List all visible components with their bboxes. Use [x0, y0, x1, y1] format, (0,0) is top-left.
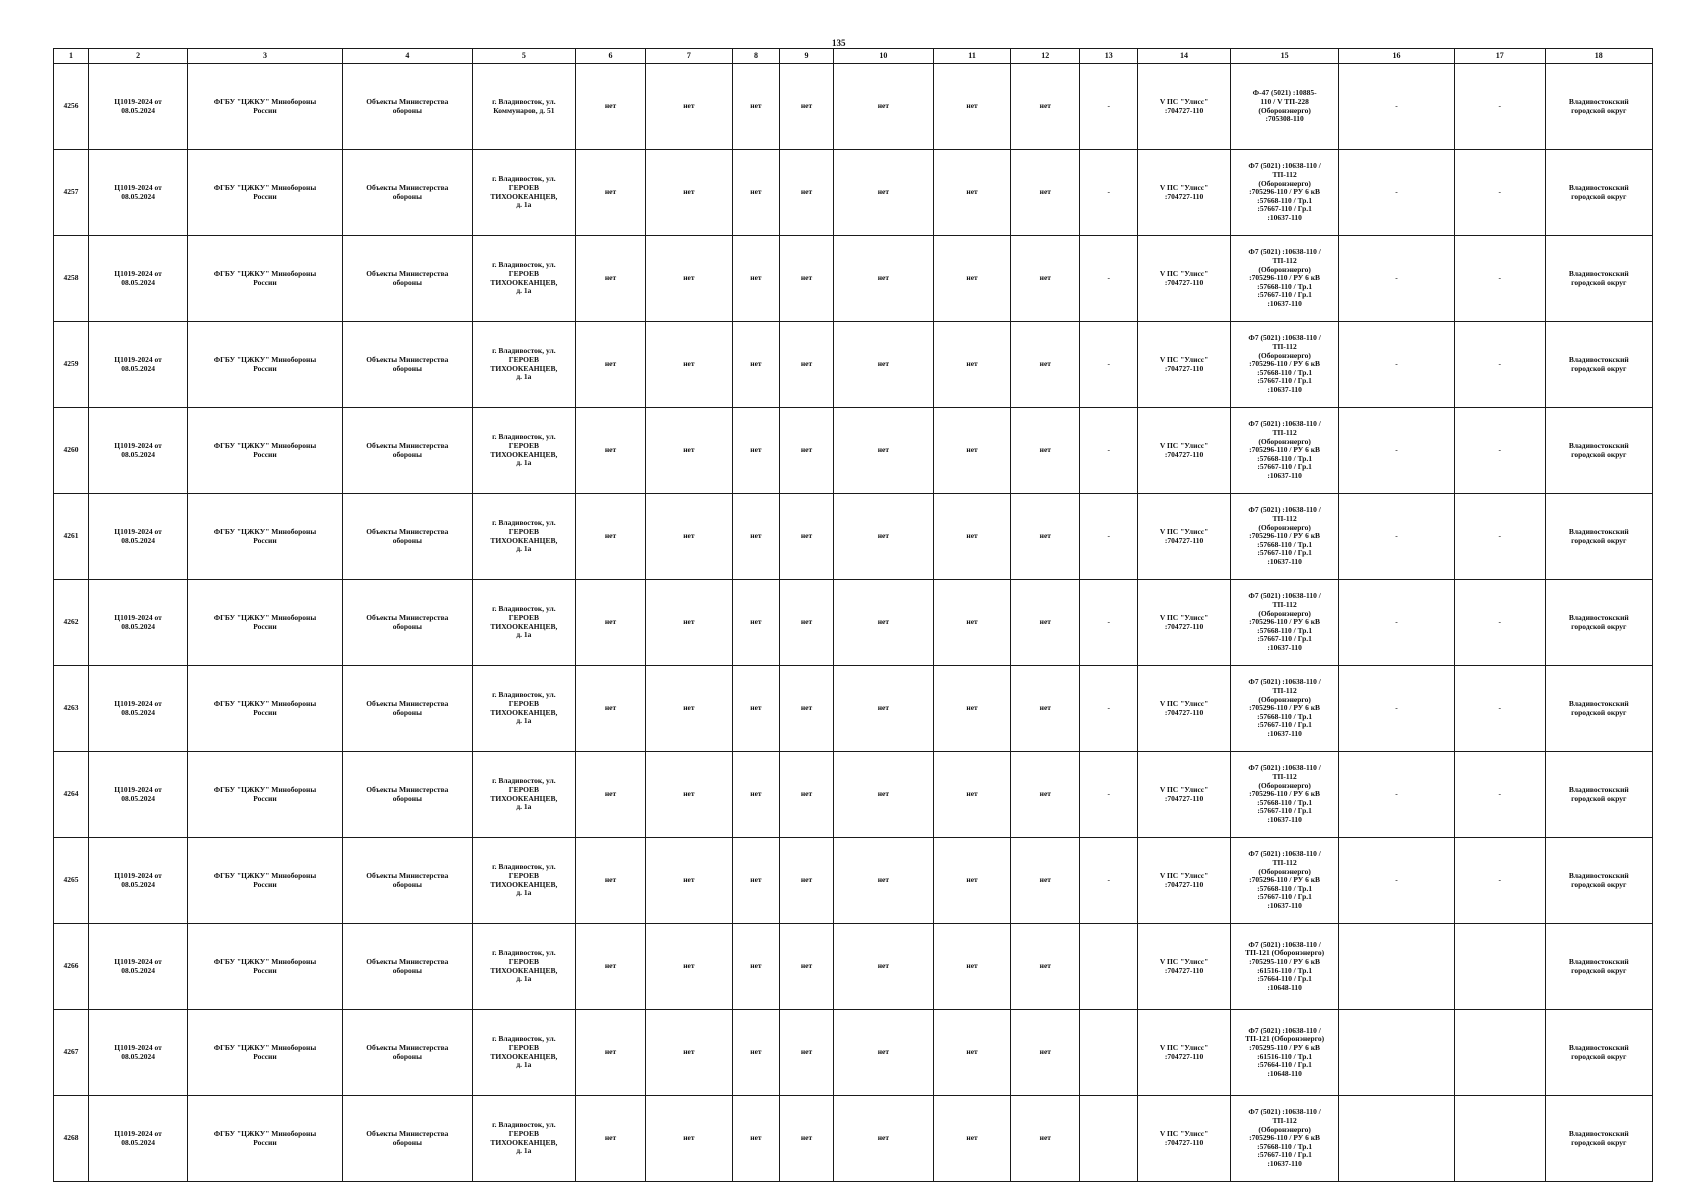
table-cell-col-2: Ц1019-2024 от 08.05.2024 — [89, 580, 188, 666]
table-cell-col-15: Ф7 (5021) :10638-110 / ТП-112 (Оборонэнерго) :705296-110 / РУ 6 кВ :57668-110 / Тр.1 :57667-110 / Гр.1 :10637-110 — [1230, 236, 1338, 322]
table-cell-col-16: - — [1339, 666, 1455, 752]
table-cell-col-5: г. Владивосток, ул. ГЕРОЕВ ТИХООКЕАНЦЕВ, д. 1а — [472, 752, 575, 838]
table-cell-col-12: нет — [1011, 1096, 1080, 1182]
table-body — [54, 64, 1653, 1182]
table-cell-col-7: нет — [646, 924, 733, 1010]
table-cell-col-3: ФГБУ "ЦЖКУ" Минобороны России — [188, 236, 343, 322]
table-cell-col-16: - — [1339, 150, 1455, 236]
table-cell-col-16 — [1339, 1096, 1455, 1182]
column-number-10: 10 — [833, 49, 933, 64]
table-cell-col-5: г. Владивосток, ул. ГЕРОЕВ ТИХООКЕАНЦЕВ, д. 1а — [472, 838, 575, 924]
table-cell-col-4: Объекты Министерства обороны — [342, 752, 472, 838]
column-number-14: 14 — [1138, 49, 1231, 64]
table-cell-col-18: Владивостокский городской округ — [1545, 666, 1652, 752]
table-cell-col-15: Ф7 (5021) :10638-110 / ТП-112 (Оборонэнерго) :705296-110 / РУ 6 кВ :57668-110 / Тр.1 :57667-110 / Гр.1 :10637-110 — [1230, 1096, 1338, 1182]
table-cell-col-1: 4261 — [54, 494, 89, 580]
table-cell-col-18: Владивостокский городской округ — [1545, 924, 1652, 1010]
column-number-3: 3 — [188, 49, 343, 64]
table-cell-col-18: Владивостокский городской округ — [1545, 64, 1652, 150]
table-cell-col-5: г. Владивосток, ул. ГЕРОЕВ ТИХООКЕАНЦЕВ, д. 1а — [472, 236, 575, 322]
table-row — [54, 838, 1653, 924]
table-row — [54, 64, 1653, 150]
table-cell-col-1: 4265 — [54, 838, 89, 924]
table-cell-col-13: - — [1080, 408, 1138, 494]
table-cell-col-6: нет — [575, 236, 645, 322]
table-cell-col-3: ФГБУ "ЦЖКУ" Минобороны России — [188, 752, 343, 838]
table-cell-col-10: нет — [833, 322, 933, 408]
table-cell-col-1: 4266 — [54, 924, 89, 1010]
table-cell-col-13: - — [1080, 322, 1138, 408]
table-cell-col-11: нет — [933, 150, 1010, 236]
table-cell-col-3: ФГБУ "ЦЖКУ" Минобороны России — [188, 838, 343, 924]
table-cell-col-18: Владивостокский городской округ — [1545, 322, 1652, 408]
table-cell-col-17: - — [1454, 666, 1545, 752]
table-cell-col-17: - — [1454, 752, 1545, 838]
table-cell-col-1: 4258 — [54, 236, 89, 322]
table-cell-col-11: нет — [933, 322, 1010, 408]
table-cell-col-2: Ц1019-2024 от 08.05.2024 — [89, 924, 188, 1010]
table-cell-col-7: нет — [646, 1096, 733, 1182]
table-row — [54, 1096, 1653, 1182]
table-cell-col-12: нет — [1011, 752, 1080, 838]
table-cell-col-15: Ф7 (5021) :10638-110 / ТП-112 (Оборонэнерго) :705296-110 / РУ 6 кВ :57668-110 / Тр.1 :57667-110 / Гр.1 :10637-110 — [1230, 838, 1338, 924]
table-cell-col-8: нет — [732, 64, 779, 150]
column-number-1: 1 — [54, 49, 89, 64]
table-cell-col-14: V ПС "Улисс" :704727-110 — [1138, 64, 1231, 150]
table-cell-col-11: нет — [933, 408, 1010, 494]
table-cell-col-1: 4263 — [54, 666, 89, 752]
table-cell-col-13: - — [1080, 838, 1138, 924]
table-cell-col-8: нет — [732, 322, 779, 408]
table-cell-col-16: - — [1339, 236, 1455, 322]
table-cell-col-11: нет — [933, 580, 1010, 666]
table-cell-col-5: г. Владивосток, ул. ГЕРОЕВ ТИХООКЕАНЦЕВ, д. 1а — [472, 666, 575, 752]
table-cell-col-6: нет — [575, 752, 645, 838]
table-cell-col-16 — [1339, 924, 1455, 1010]
table-cell-col-15: Ф7 (5021) :10638-110 / ТП-112 (Оборонэнерго) :705296-110 / РУ 6 кВ :57668-110 / Тр.1 :57667-110 / Гр.1 :10637-110 — [1230, 408, 1338, 494]
table-cell-col-4: Объекты Министерства обороны — [342, 666, 472, 752]
table-cell-col-7: нет — [646, 752, 733, 838]
table-cell-col-8: нет — [732, 408, 779, 494]
table-cell-col-2: Ц1019-2024 от 08.05.2024 — [89, 838, 188, 924]
table-cell-col-16: - — [1339, 580, 1455, 666]
table-cell-col-11: нет — [933, 1010, 1010, 1096]
table-cell-col-14: V ПС "Улисс" :704727-110 — [1138, 322, 1231, 408]
table-cell-col-6: нет — [575, 580, 645, 666]
table-cell-col-10: нет — [833, 666, 933, 752]
table-cell-col-1: 4256 — [54, 64, 89, 150]
table-cell-col-1: 4264 — [54, 752, 89, 838]
table-cell-col-7: нет — [646, 838, 733, 924]
table-cell-col-6: нет — [575, 666, 645, 752]
table-cell-col-1: 4257 — [54, 150, 89, 236]
table-cell-col-13: - — [1080, 752, 1138, 838]
table-cell-col-10: нет — [833, 494, 933, 580]
table-cell-col-11: нет — [933, 236, 1010, 322]
table-cell-col-7: нет — [646, 64, 733, 150]
table-cell-col-1: 4267 — [54, 1010, 89, 1096]
table-cell-col-4: Объекты Министерства обороны — [342, 1096, 472, 1182]
column-number-11: 11 — [933, 49, 1010, 64]
table-cell-col-9: нет — [780, 580, 834, 666]
column-number-18: 18 — [1545, 49, 1652, 64]
table-cell-col-8: нет — [732, 924, 779, 1010]
table-cell-col-2: Ц1019-2024 от 08.05.2024 — [89, 64, 188, 150]
table-row — [54, 666, 1653, 752]
table-cell-col-6: нет — [575, 1010, 645, 1096]
table-cell-col-6: нет — [575, 64, 645, 150]
table-cell-col-17 — [1454, 924, 1545, 1010]
table-cell-col-18: Владивостокский городской округ — [1545, 1096, 1652, 1182]
table-cell-col-3: ФГБУ "ЦЖКУ" Минобороны России — [188, 322, 343, 408]
column-number-5: 5 — [472, 49, 575, 64]
column-number-15: 15 — [1230, 49, 1338, 64]
table-cell-col-13: - — [1080, 236, 1138, 322]
table-cell-col-18: Владивостокский городской округ — [1545, 838, 1652, 924]
registry-table — [53, 48, 1653, 1182]
table-row — [54, 580, 1653, 666]
table-cell-col-2: Ц1019-2024 от 08.05.2024 — [89, 322, 188, 408]
page-number: 135 — [832, 38, 846, 48]
table-cell-col-3: ФГБУ "ЦЖКУ" Минобороны России — [188, 408, 343, 494]
table-cell-col-15: Ф7 (5021) :10638-110 / ТП-112 (Оборонэнерго) :705296-110 / РУ 6 кВ :57668-110 / Тр.1 :57667-110 / Гр.1 :10637-110 — [1230, 666, 1338, 752]
table-row — [54, 924, 1653, 1010]
table-cell-col-2: Ц1019-2024 от 08.05.2024 — [89, 752, 188, 838]
table-cell-col-5: г. Владивосток, ул. ГЕРОЕВ ТИХООКЕАНЦЕВ, д. 1а — [472, 150, 575, 236]
table-cell-col-17: - — [1454, 64, 1545, 150]
table-cell-col-18: Владивостокский городской округ — [1545, 580, 1652, 666]
table-cell-col-10: нет — [833, 924, 933, 1010]
table-cell-col-6: нет — [575, 150, 645, 236]
table-cell-col-5: г. Владивосток, ул. ГЕРОЕВ ТИХООКЕАНЦЕВ, д. 1а — [472, 322, 575, 408]
table-cell-col-3: ФГБУ "ЦЖКУ" Минобороны России — [188, 150, 343, 236]
table-cell-col-15: Ф7 (5021) :10638-110 / ТП-112 (Оборонэнерго) :705296-110 / РУ 6 кВ :57668-110 / Тр.1 :57667-110 / Гр.1 :10637-110 — [1230, 752, 1338, 838]
table-cell-col-13: - — [1080, 580, 1138, 666]
table-cell-col-1: 4259 — [54, 322, 89, 408]
table-cell-col-7: нет — [646, 1010, 733, 1096]
table-cell-col-1: 4268 — [54, 1096, 89, 1182]
table-cell-col-2: Ц1019-2024 от 08.05.2024 — [89, 408, 188, 494]
table-cell-col-4: Объекты Министерства обороны — [342, 150, 472, 236]
table-cell-col-10: нет — [833, 1096, 933, 1182]
column-number-17: 17 — [1454, 49, 1545, 64]
table-cell-col-16: - — [1339, 408, 1455, 494]
table-cell-col-3: ФГБУ "ЦЖКУ" Минобороны России — [188, 924, 343, 1010]
table-cell-col-17 — [1454, 1096, 1545, 1182]
table-cell-col-5: г. Владивосток, ул. Коммунаров, д. 51 — [472, 64, 575, 150]
table-cell-col-8: нет — [732, 752, 779, 838]
table-cell-col-14: V ПС "Улисс" :704727-110 — [1138, 580, 1231, 666]
table-cell-col-17: - — [1454, 150, 1545, 236]
table-cell-col-10: нет — [833, 838, 933, 924]
table-cell-col-9: нет — [780, 666, 834, 752]
column-number-9: 9 — [780, 49, 834, 64]
table-cell-col-14: V ПС "Улисс" :704727-110 — [1138, 838, 1231, 924]
table-cell-col-15: Ф7 (5021) :10638-110 / ТП-112 (Оборонэнерго) :705296-110 / РУ 6 кВ :57668-110 / Тр.1 :57667-110 / Гр.1 :10637-110 — [1230, 580, 1338, 666]
table-cell-col-2: Ц1019-2024 от 08.05.2024 — [89, 236, 188, 322]
table-cell-col-3: ФГБУ "ЦЖКУ" Минобороны России — [188, 1096, 343, 1182]
table-cell-col-14: V ПС "Улисс" :704727-110 — [1138, 150, 1231, 236]
table-cell-col-2: Ц1019-2024 от 08.05.2024 — [89, 666, 188, 752]
table-cell-col-12: нет — [1011, 236, 1080, 322]
table-cell-col-16: - — [1339, 494, 1455, 580]
table-cell-col-3: ФГБУ "ЦЖКУ" Минобороны России — [188, 64, 343, 150]
table-cell-col-3: ФГБУ "ЦЖКУ" Минобороны России — [188, 666, 343, 752]
table-cell-col-13 — [1080, 924, 1138, 1010]
table-cell-col-4: Объекты Министерства обороны — [342, 1010, 472, 1096]
table-cell-col-9: нет — [780, 494, 834, 580]
table-cell-col-17: - — [1454, 580, 1545, 666]
table-cell-col-10: нет — [833, 236, 933, 322]
table-cell-col-15: Ф7 (5021) :10638-110 / ТП-112 (Оборонэнерго) :705296-110 / РУ 6 кВ :57668-110 / Тр.1 :57667-110 / Гр.1 :10637-110 — [1230, 150, 1338, 236]
table-cell-col-7: нет — [646, 150, 733, 236]
table-cell-col-12: нет — [1011, 494, 1080, 580]
column-number-2: 2 — [89, 49, 188, 64]
table-cell-col-4: Объекты Министерства обороны — [342, 408, 472, 494]
table-cell-col-8: нет — [732, 838, 779, 924]
table-cell-col-10: нет — [833, 408, 933, 494]
table-cell-col-16: - — [1339, 322, 1455, 408]
table-cell-col-15: Ф7 (5021) :10638-110 / ТП-121 (Оборонэнерго) :705295-110 / РУ 6 кВ :61516-110 / Тр.1 :57664-110 / Гр.1 :10648-110 — [1230, 924, 1338, 1010]
table-cell-col-14: V ПС "Улисс" :704727-110 — [1138, 666, 1231, 752]
table-cell-col-12: нет — [1011, 580, 1080, 666]
table-cell-col-9: нет — [780, 1096, 834, 1182]
table-cell-col-6: нет — [575, 408, 645, 494]
table-cell-col-7: нет — [646, 322, 733, 408]
table-cell-col-6: нет — [575, 494, 645, 580]
table-cell-col-13: - — [1080, 494, 1138, 580]
table-cell-col-3: ФГБУ "ЦЖКУ" Минобороны России — [188, 580, 343, 666]
table-row — [54, 752, 1653, 838]
table-cell-col-11: нет — [933, 838, 1010, 924]
table-cell-col-12: нет — [1011, 666, 1080, 752]
table-cell-col-6: нет — [575, 924, 645, 1010]
table-cell-col-12: нет — [1011, 408, 1080, 494]
table-cell-col-13 — [1080, 1096, 1138, 1182]
table-cell-col-3: ФГБУ "ЦЖКУ" Минобороны России — [188, 494, 343, 580]
table-cell-col-17: - — [1454, 838, 1545, 924]
table-cell-col-5: г. Владивосток, ул. ГЕРОЕВ ТИХООКЕАНЦЕВ, д. 1а — [472, 924, 575, 1010]
table-cell-col-18: Владивостокский городской округ — [1545, 236, 1652, 322]
table-row — [54, 150, 1653, 236]
table-cell-col-16 — [1339, 1010, 1455, 1096]
table-cell-col-10: нет — [833, 580, 933, 666]
table-cell-col-4: Объекты Министерства обороны — [342, 838, 472, 924]
table-cell-col-4: Объекты Министерства обороны — [342, 494, 472, 580]
table-cell-col-18: Владивостокский городской округ — [1545, 1010, 1652, 1096]
column-number-13: 13 — [1080, 49, 1138, 64]
table-cell-col-16: - — [1339, 838, 1455, 924]
table-cell-col-17: - — [1454, 494, 1545, 580]
table-cell-col-7: нет — [646, 408, 733, 494]
column-number-8: 8 — [732, 49, 779, 64]
table-cell-col-2: Ц1019-2024 от 08.05.2024 — [89, 1010, 188, 1096]
table-cell-col-4: Объекты Министерства обороны — [342, 64, 472, 150]
column-number-row — [54, 49, 1653, 64]
table-cell-col-7: нет — [646, 236, 733, 322]
table-cell-col-4: Объекты Министерства обороны — [342, 580, 472, 666]
table-cell-col-10: нет — [833, 1010, 933, 1096]
table-cell-col-7: нет — [646, 580, 733, 666]
column-number-4: 4 — [342, 49, 472, 64]
table-cell-col-9: нет — [780, 752, 834, 838]
table-cell-col-8: нет — [732, 580, 779, 666]
table-cell-col-11: нет — [933, 666, 1010, 752]
table-cell-col-18: Владивостокский городской округ — [1545, 752, 1652, 838]
table-cell-col-7: нет — [646, 494, 733, 580]
table-cell-col-12: нет — [1011, 150, 1080, 236]
table-cell-col-18: Владивостокский городской округ — [1545, 494, 1652, 580]
table-cell-col-5: г. Владивосток, ул. ГЕРОЕВ ТИХООКЕАНЦЕВ, д. 1а — [472, 1096, 575, 1182]
table-row — [54, 1010, 1653, 1096]
table-cell-col-5: г. Владивосток, ул. ГЕРОЕВ ТИХООКЕАНЦЕВ, д. 1а — [472, 1010, 575, 1096]
table-cell-col-8: нет — [732, 1096, 779, 1182]
table-cell-col-6: нет — [575, 1096, 645, 1182]
table-cell-col-14: V ПС "Улисс" :704727-110 — [1138, 408, 1231, 494]
table-cell-col-4: Объекты Министерства обороны — [342, 236, 472, 322]
table-cell-col-8: нет — [732, 666, 779, 752]
table-cell-col-8: нет — [732, 236, 779, 322]
table-cell-col-17: - — [1454, 322, 1545, 408]
table-cell-col-11: нет — [933, 1096, 1010, 1182]
table-cell-col-2: Ц1019-2024 от 08.05.2024 — [89, 150, 188, 236]
table-cell-col-12: нет — [1011, 924, 1080, 1010]
column-number-16: 16 — [1339, 49, 1455, 64]
column-number-7: 7 — [646, 49, 733, 64]
table-cell-col-12: нет — [1011, 64, 1080, 150]
table-cell-col-10: нет — [833, 752, 933, 838]
table-cell-col-15: Ф7 (5021) :10638-110 / ТП-112 (Оборонэнерго) :705296-110 / РУ 6 кВ :57668-110 / Тр.1 :57667-110 / Гр.1 :10637-110 — [1230, 322, 1338, 408]
table-cell-col-15: Ф7 (5021) :10638-110 / ТП-121 (Оборонэнерго) :705295-110 / РУ 6 кВ :61516-110 / Тр.1 :57664-110 / Гр.1 :10648-110 — [1230, 1010, 1338, 1096]
table-row — [54, 322, 1653, 408]
table-cell-col-15: Ф-47 (5021) :10885- 110 / V ТП-228 (Оборонэнерго) :705308-110 — [1230, 64, 1338, 150]
table-cell-col-14: V ПС "Улисс" :704727-110 — [1138, 236, 1231, 322]
table-row — [54, 494, 1653, 580]
column-number-6: 6 — [575, 49, 645, 64]
table-cell-col-14: V ПС "Улисс" :704727-110 — [1138, 1010, 1231, 1096]
column-number-12: 12 — [1011, 49, 1080, 64]
table-cell-col-12: нет — [1011, 1010, 1080, 1096]
table-cell-col-9: нет — [780, 150, 834, 236]
table-cell-col-17 — [1454, 1010, 1545, 1096]
table-cell-col-4: Объекты Министерства обороны — [342, 924, 472, 1010]
table-cell-col-17: - — [1454, 236, 1545, 322]
table-cell-col-8: нет — [732, 150, 779, 236]
table-cell-col-12: нет — [1011, 838, 1080, 924]
table-cell-col-14: V ПС "Улисс" :704727-110 — [1138, 924, 1231, 1010]
table-cell-col-13 — [1080, 1010, 1138, 1096]
table-cell-col-9: нет — [780, 1010, 834, 1096]
table-cell-col-1: 4260 — [54, 408, 89, 494]
table-cell-col-2: Ц1019-2024 от 08.05.2024 — [89, 1096, 188, 1182]
table-cell-col-2: Ц1019-2024 от 08.05.2024 — [89, 494, 188, 580]
table-cell-col-6: нет — [575, 838, 645, 924]
table-cell-col-11: нет — [933, 64, 1010, 150]
table-cell-col-17: - — [1454, 408, 1545, 494]
table-cell-col-12: нет — [1011, 322, 1080, 408]
table-cell-col-7: нет — [646, 666, 733, 752]
table-cell-col-13: - — [1080, 150, 1138, 236]
table-cell-col-9: нет — [780, 838, 834, 924]
table-cell-col-18: Владивостокский городской округ — [1545, 408, 1652, 494]
table-cell-col-14: V ПС "Улисс" :704727-110 — [1138, 1096, 1231, 1182]
table-cell-col-5: г. Владивосток, ул. ГЕРОЕВ ТИХООКЕАНЦЕВ, д. 1а — [472, 580, 575, 666]
table-cell-col-14: V ПС "Улисс" :704727-110 — [1138, 494, 1231, 580]
table-cell-col-11: нет — [933, 494, 1010, 580]
table-cell-col-11: нет — [933, 752, 1010, 838]
table-cell-col-15: Ф7 (5021) :10638-110 / ТП-112 (Оборонэнерго) :705296-110 / РУ 6 кВ :57668-110 / Тр.1 :57667-110 / Гр.1 :10637-110 — [1230, 494, 1338, 580]
table-cell-col-5: г. Владивосток, ул. ГЕРОЕВ ТИХООКЕАНЦЕВ, д. 1а — [472, 494, 575, 580]
table-cell-col-11: нет — [933, 924, 1010, 1010]
table-cell-col-9: нет — [780, 408, 834, 494]
table-cell-col-10: нет — [833, 150, 933, 236]
table-cell-col-6: нет — [575, 322, 645, 408]
table-row — [54, 236, 1653, 322]
table-cell-col-8: нет — [732, 1010, 779, 1096]
table-cell-col-9: нет — [780, 924, 834, 1010]
table-cell-col-3: ФГБУ "ЦЖКУ" Минобороны России — [188, 1010, 343, 1096]
table-row — [54, 408, 1653, 494]
table-cell-col-18: Владивостокский городской округ — [1545, 150, 1652, 236]
table-cell-col-13: - — [1080, 64, 1138, 150]
table-cell-col-9: нет — [780, 64, 834, 150]
table-cell-col-9: нет — [780, 236, 834, 322]
table-cell-col-5: г. Владивосток, ул. ГЕРОЕВ ТИХООКЕАНЦЕВ, д. 1а — [472, 408, 575, 494]
table-cell-col-14: V ПС "Улисс" :704727-110 — [1138, 752, 1231, 838]
table-cell-col-10: нет — [833, 64, 933, 150]
table-cell-col-9: нет — [780, 322, 834, 408]
table-cell-col-16: - — [1339, 64, 1455, 150]
table-cell-col-8: нет — [732, 494, 779, 580]
table-cell-col-1: 4262 — [54, 580, 89, 666]
table-cell-col-13: - — [1080, 666, 1138, 752]
table-cell-col-4: Объекты Министерства обороны — [342, 322, 472, 408]
table-cell-col-16: - — [1339, 752, 1455, 838]
